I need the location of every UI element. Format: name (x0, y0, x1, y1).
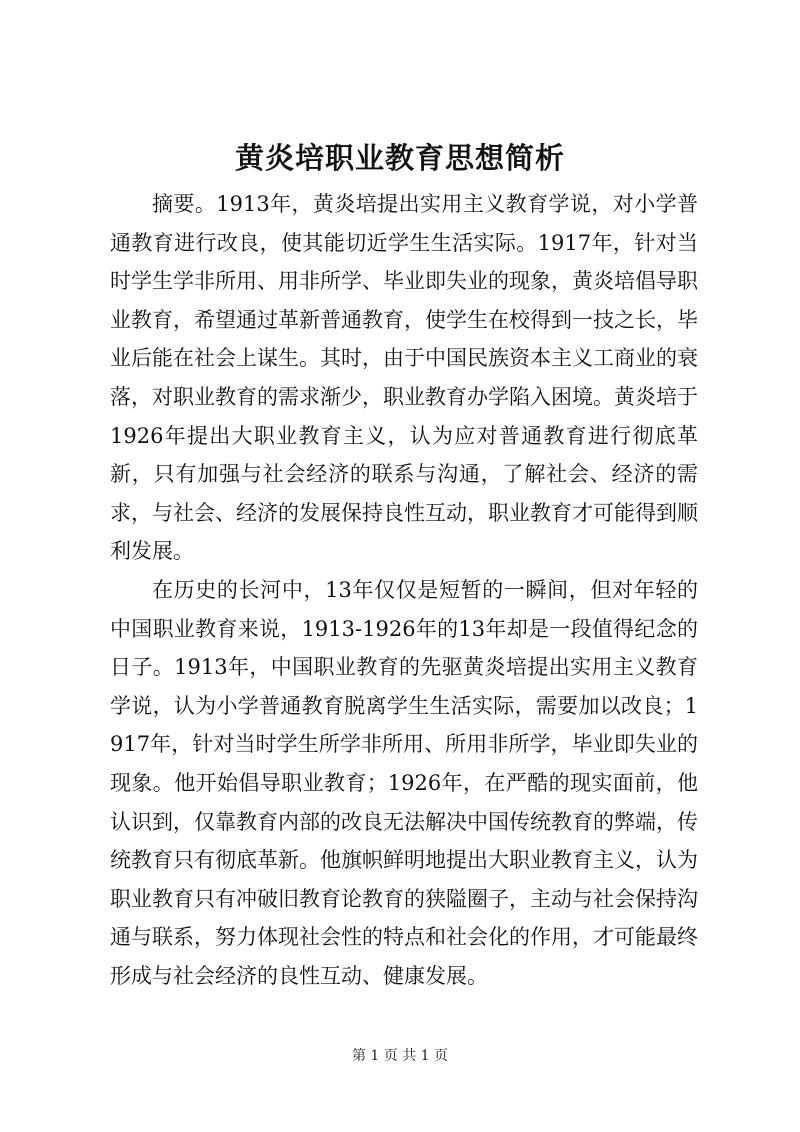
abstract-paragraph: 摘要。1913年，黄炎培提出实用主义教育学说，对小学普通教育进行改良，使其能切近学生生活实际。1917年，针对当时学生学非所用、用非所学、毕业即失业的现象，黄炎培倡导职业教育，希望通过革新普通教育，使学生在校得到一技之长，毕业后能在社会上谋生。其时，由于中国民族资本主义工商业的衰落，对职业教育的需求渐少，职业教育办学陷入困境。黄炎培于1926年提出大职业教育主义，认为应对普通教育进行彻底革新，只有加强与社会经济的联系与沟通，了解社会、经济的需求，与社会、经济的发展保持良性互动，职业教育才可能得到顺利发展。 (110, 192, 698, 564)
page-number-footer: 第 1 页 共 1 页 (351, 1048, 449, 1064)
document-title: 黄炎培职业教育思想简析 (234, 141, 565, 175)
document-body (110, 185, 698, 995)
body-paragraph: 在历史的长河中，13年仅仅是短暂的一瞬间，但对年轻的中国职业教育来说，1913-1926年的13年却是一段值得纪念的日子。1913年，中国职业教育的先驱黄炎培提出实用主义教育学说，认为小学普通教育脱离学生生活实际，需要加以改良；1917年，针对当时学生所学非所用、所用非所学，毕业即失业的现象。他开始倡导职业教育；1926年，在严酷的现实面前，他认识到，仅靠教育内部的改良无法解决中国传统教育的弊端，传统教育只有彻底革新。他旗帜鲜明地提出大职业教育主义，认为职业教育只有冲破旧教育论教育的狭隘圈子，主动与社会保持沟通与联系，努力体现社会性的特点和社会化的作用，才可能最终形成与社会经济的良性互动、健康发展。 (110, 577, 698, 988)
